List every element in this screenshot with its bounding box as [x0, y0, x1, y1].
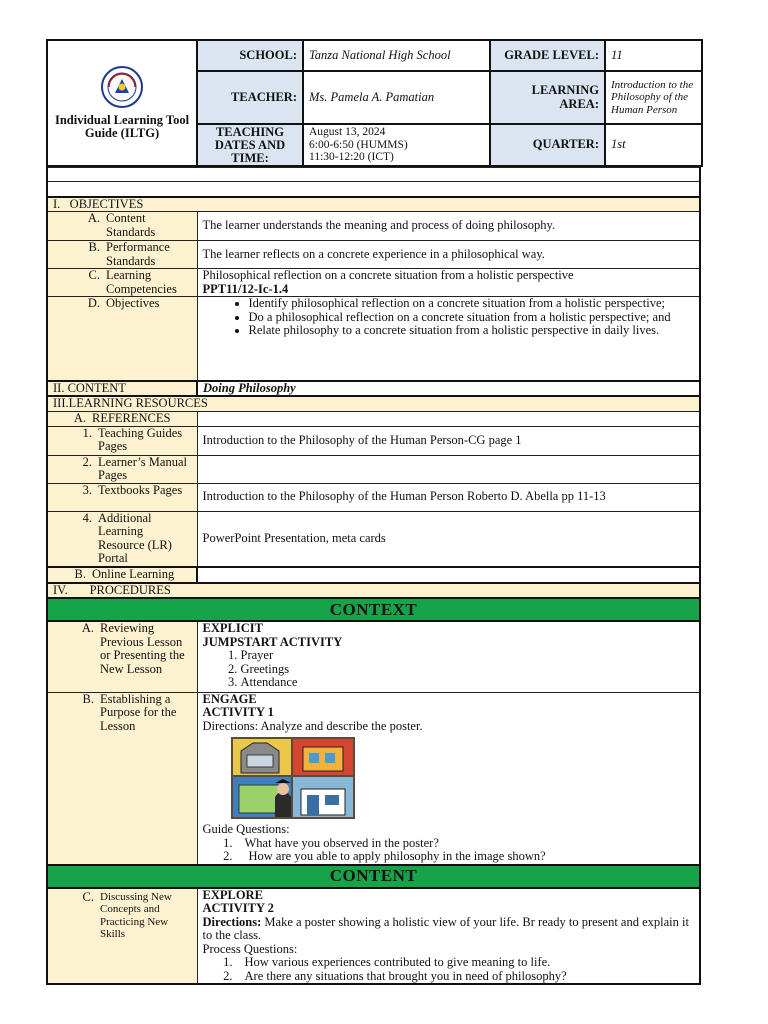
activity1-directions: Directions: Analyze and describe the poster. — [202, 718, 423, 733]
item-label: Learning Competencies — [106, 268, 177, 296]
learners-manual-label — [47, 455, 197, 483]
question-num: 1. — [223, 835, 233, 850]
procedures-heading-text: PROCEDURES — [89, 582, 171, 597]
resources-heading: III.LEARNING RESOURCES — [47, 396, 700, 411]
item-num: 3. — [82, 482, 92, 497]
dates-value — [303, 124, 490, 166]
item-label: Online Learning — [92, 567, 175, 581]
lesson-plan-page — [46, 39, 701, 985]
quarter-value: 1st — [605, 124, 702, 166]
competency-code: PPT11/12-Ic-1.4 — [202, 281, 289, 296]
content-value: Doing Philosophy — [197, 381, 700, 397]
competency-text: Philosophical reflection on a concrete situation from a holistic perspective — [202, 268, 574, 282]
objectives-heading-num: I. — [53, 196, 61, 211]
textbooks-value: Introduction to the Philosophy of the Human Person Roberto D. Abella pp 11-13 — [197, 483, 700, 511]
item-num: A. — [87, 211, 100, 225]
logo-title-cell — [47, 40, 197, 166]
item-num: B. — [82, 691, 94, 706]
explicit-title: EXPLICIT — [202, 621, 263, 635]
objective-item: • Do a philosophical reflection on a concrete situation from a holistic perspective; and — [249, 311, 695, 325]
deped-seal-icon — [53, 66, 191, 108]
jumpstart-item: 2. Greetings — [241, 663, 695, 677]
jumpstart-title: JUMPSTART ACTIVITY — [202, 634, 343, 649]
explore-title: EXPLORE — [202, 887, 263, 902]
content-standards-label — [47, 212, 197, 241]
item-label: Objectives — [106, 296, 160, 310]
purpose-value — [197, 692, 700, 865]
teacher-label: TEACHER: — [197, 71, 303, 124]
references-value — [197, 411, 700, 426]
objectives-label — [47, 297, 197, 381]
header-table — [46, 39, 703, 167]
performance-standards-value: The learner reflects on a concrete experience in a philosophical way. — [197, 241, 700, 269]
item-num: A. — [73, 410, 86, 425]
question-num: 2. — [223, 968, 233, 983]
objective-item: • Identify philosophical reflection on a concrete situation from a holistic perspective; — [249, 297, 695, 311]
purpose-label — [47, 692, 197, 865]
process-questions-title: Process Questions: — [202, 941, 298, 956]
objectives-heading-text: OBJECTIVES — [69, 196, 144, 211]
activity2-title: ACTIVITY 2 — [202, 901, 274, 915]
teacher-value: Ms. Pamela A. Pamatian — [303, 71, 490, 124]
objectives-list — [203, 297, 695, 338]
directions-text: Make a poster showing a holistic view of your life. Br ready to present and explain it to the class. — [202, 914, 689, 942]
engage-title: ENGAGE — [202, 691, 257, 706]
objective-item: • Relate philosophy to a concrete situation from a holistic perspective in daily lives. — [249, 324, 695, 338]
grade-value: 11 — [605, 40, 702, 71]
item-label: Learner’s Manual Pages — [98, 454, 187, 482]
spacer-row — [47, 168, 700, 182]
process-question-2 — [203, 970, 695, 984]
guide-question-1 — [203, 837, 695, 851]
question-text: What have you observed in the poster? — [244, 835, 439, 850]
context-banner: CONTEXT — [47, 598, 700, 621]
question-num: 1. — [223, 955, 233, 969]
content-banner: CONTENT — [47, 865, 700, 888]
item-label: Textbooks Pages — [98, 482, 183, 497]
item-num: 2. — [82, 454, 92, 469]
content-label: II. CONTENT — [47, 381, 197, 397]
objectives-list-cell — [197, 297, 700, 381]
item-num: D. — [87, 296, 100, 310]
school-value: Tanza National High School — [303, 40, 490, 71]
process-question-1 — [203, 956, 695, 970]
jumpstart-item: 1. Prayer — [241, 649, 695, 663]
item-label: Establishing a Purpose for the Lesson — [100, 691, 177, 733]
references-label — [47, 411, 197, 426]
item-num: C. — [88, 268, 100, 282]
objectives-heading — [47, 197, 700, 212]
discussing-label — [47, 888, 197, 985]
item-label: Teaching Guides Pages — [98, 425, 183, 453]
procedures-heading — [47, 583, 700, 599]
dates-label: TEACHING DATES AND TIME: — [197, 124, 303, 166]
item-num: C. — [82, 889, 94, 904]
item-num: 4. — [82, 510, 92, 525]
directions-label: Directions: — [202, 914, 262, 929]
item-num: B. — [74, 567, 86, 581]
online-learning-label — [47, 567, 197, 583]
guide-question-2 — [203, 850, 695, 864]
item-num: A. — [81, 621, 94, 635]
teaching-guides-label — [47, 426, 197, 455]
time1-text: 6:00-6:50 (HUMMS) — [309, 138, 408, 151]
item-label: Content Standards — [106, 211, 156, 239]
area-label: LEARNING AREA: — [490, 71, 605, 124]
reviewing-value — [197, 621, 700, 692]
guide-questions-title: Guide Questions: — [202, 822, 290, 836]
item-label: Additional Learning Resource (LR) Portal — [98, 510, 172, 565]
item-label: Discussing New Concepts and Practicing New Skills — [100, 890, 172, 940]
learners-manual-value — [197, 455, 700, 483]
item-num: 1. — [82, 425, 92, 440]
content-standards-value: The learner understands the meaning and process of doing philosophy. — [197, 212, 700, 241]
item-label: REFERENCES — [92, 410, 171, 425]
textbooks-label — [47, 483, 197, 511]
reviewing-label — [47, 621, 197, 692]
question-num: 2. — [223, 849, 233, 863]
procedures-heading-num: IV. — [53, 582, 68, 597]
question-text: Are there any situations that brought you in need of philosophy? — [244, 968, 567, 983]
competencies-label — [47, 269, 197, 297]
teaching-guides-value: Introduction to the Philosophy of the Human Person-CG page 1 — [197, 426, 700, 455]
question-text: How are you able to apply philosophy in the image shown? — [248, 849, 546, 863]
online-learning-value — [197, 567, 700, 583]
area-value: Introduction to the Philosophy of the Human Person — [605, 71, 702, 124]
additional-lr-value: PowerPoint Presentation, meta cards — [197, 511, 700, 567]
guide-title: Individual Learning Tool Guide (ILTG) — [54, 112, 190, 140]
activity2-directions — [203, 916, 695, 943]
date-text: August 13, 2024 — [309, 126, 386, 139]
question-text: How various experiences contributed to give meaning to life. — [244, 955, 551, 969]
jumpstart-item: 3. Attendance — [241, 676, 695, 690]
grade-label: GRADE LEVEL: — [490, 40, 605, 71]
activity1-title: ACTIVITY 1 — [202, 705, 274, 719]
item-num: B. — [88, 240, 100, 254]
jumpstart-list — [203, 649, 695, 690]
competencies-value — [197, 269, 700, 297]
spacer-row-2 — [47, 182, 700, 197]
additional-lr-label — [47, 511, 197, 567]
performance-standards-label — [47, 241, 197, 269]
item-label: Performance Standards — [106, 240, 170, 268]
poster-image — [231, 737, 355, 819]
discussing-value — [197, 888, 700, 985]
item-label: Reviewing Previous Lesson or Presenting the New Lesson — [100, 621, 185, 676]
time2-text: 11:30-12:20 (ICT) — [309, 151, 394, 164]
school-label: SCHOOL: — [197, 40, 303, 71]
main-table — [46, 167, 701, 985]
quarter-label: QUARTER: — [490, 124, 605, 166]
